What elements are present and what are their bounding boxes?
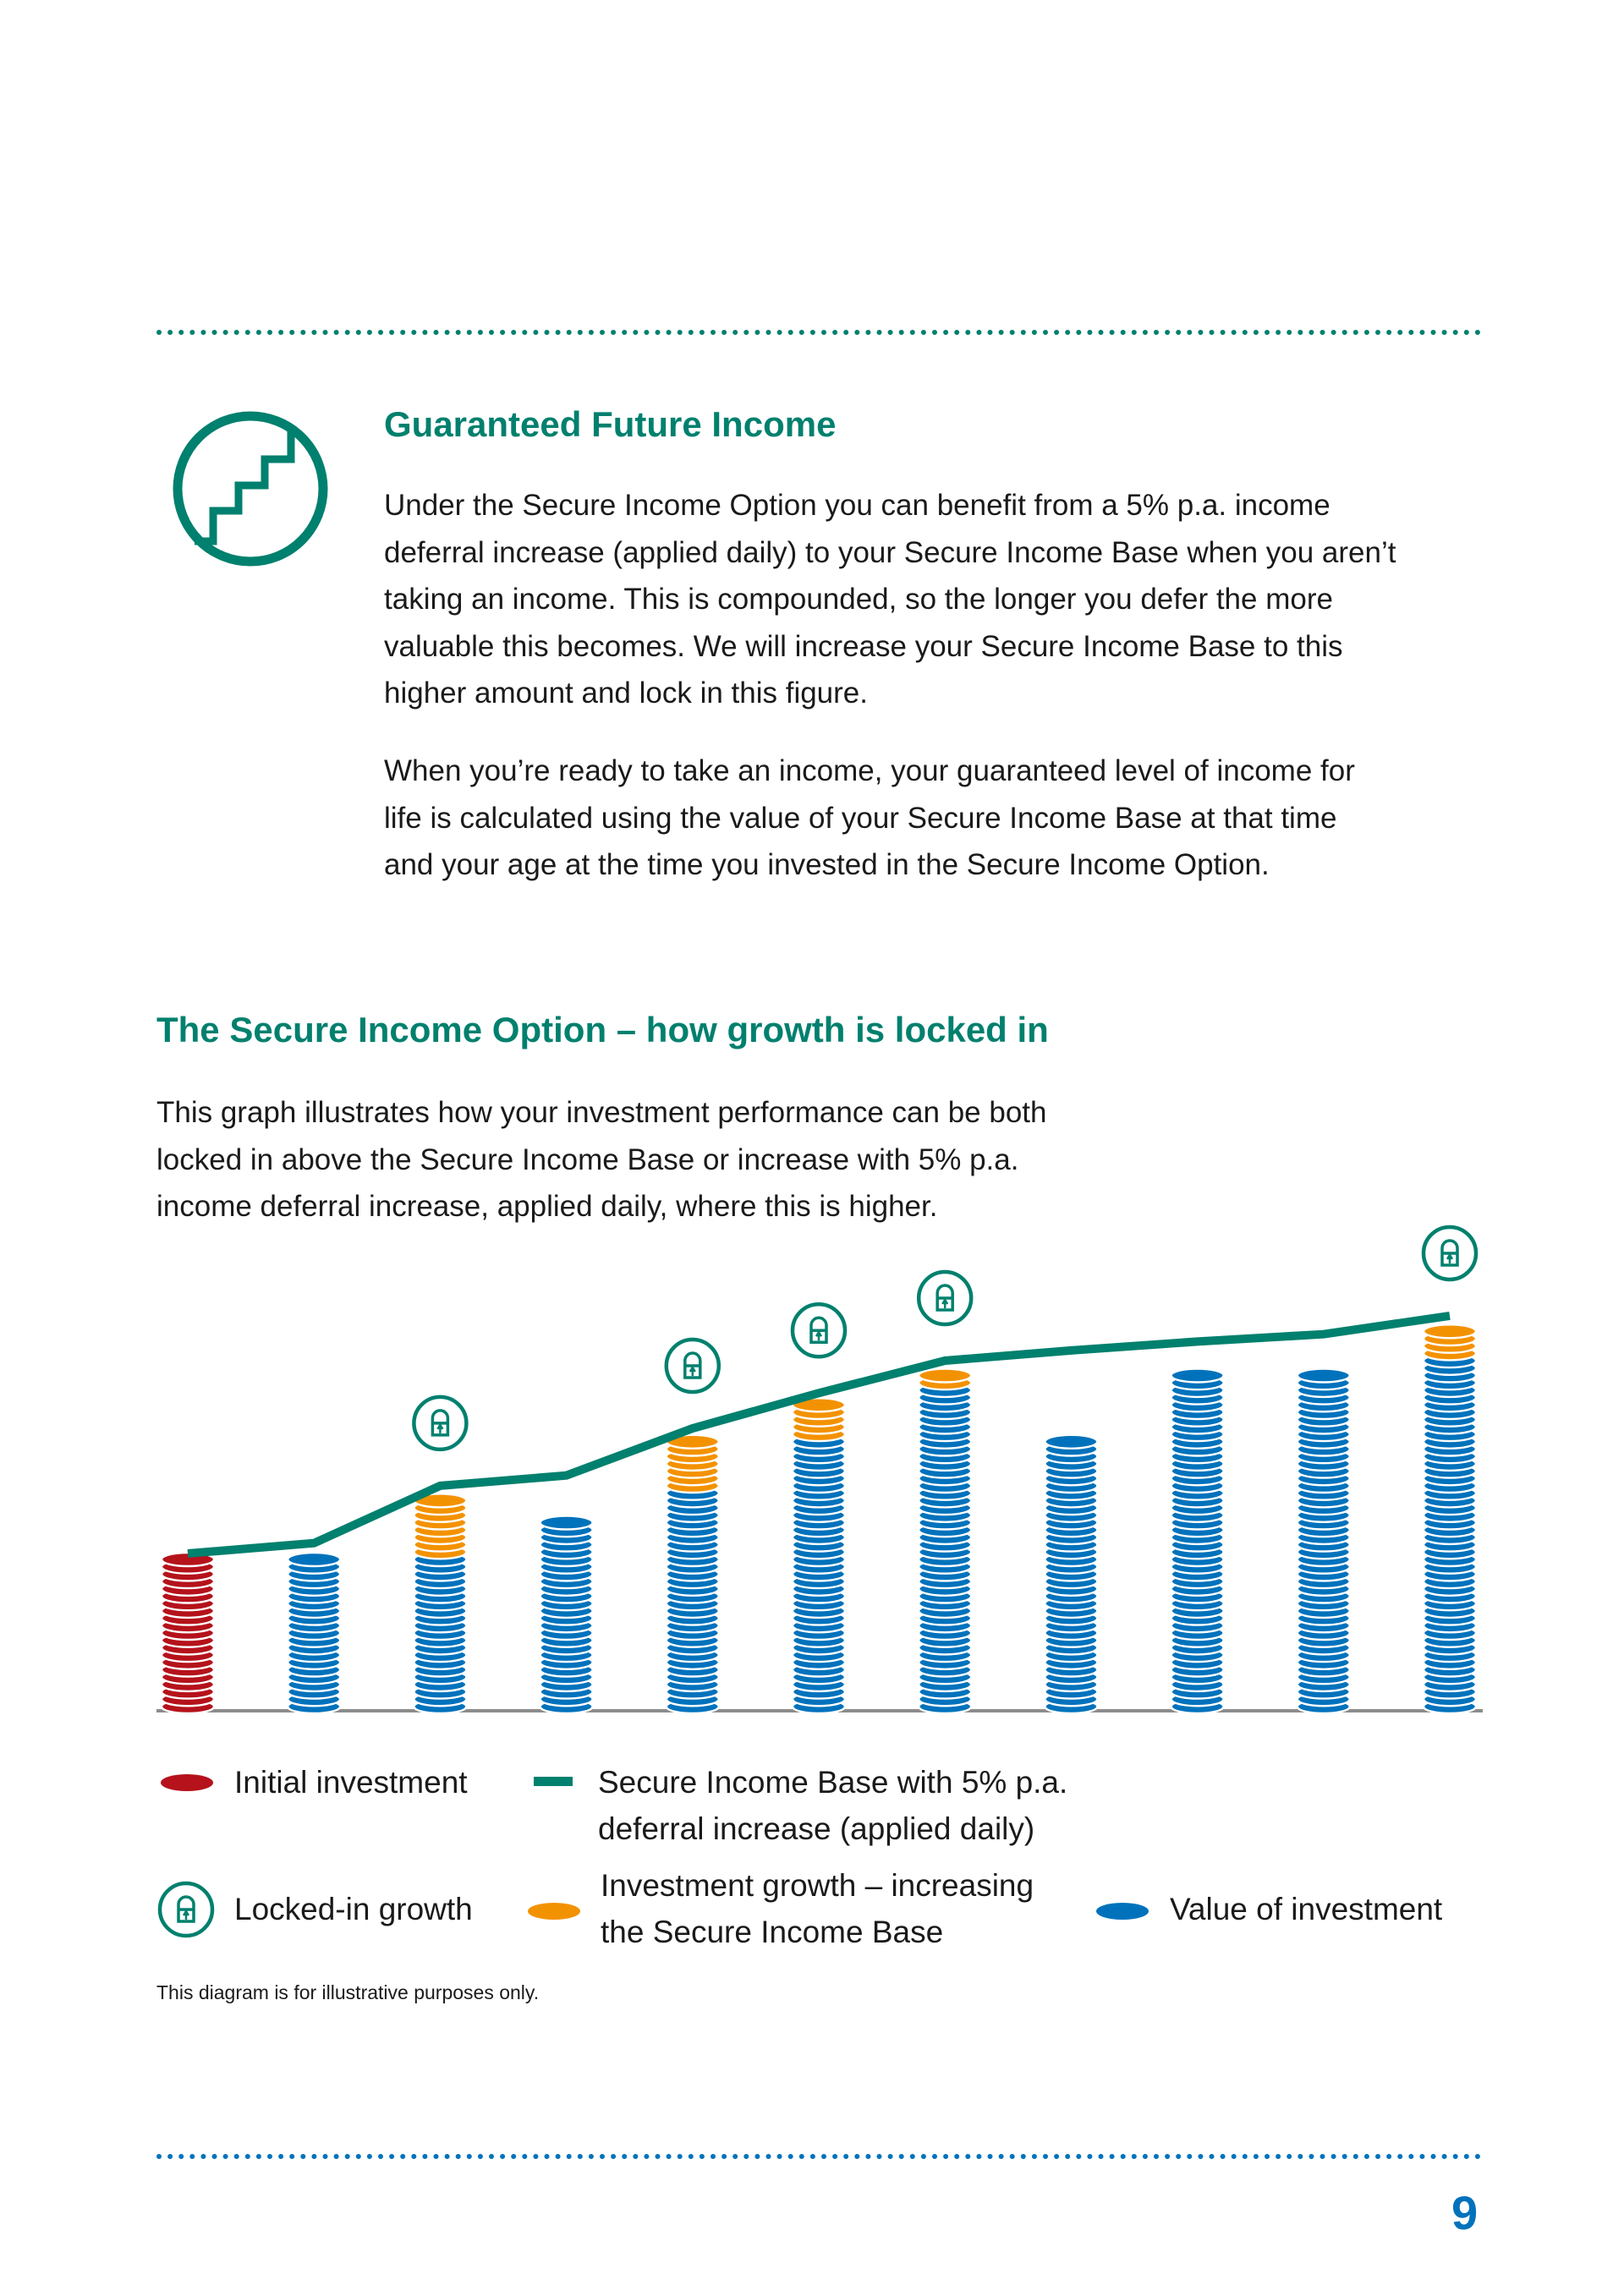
divider-dot: [1210, 330, 1215, 335]
coin-stack: [919, 1369, 971, 1714]
divider-dot: [1386, 330, 1391, 335]
divider-dot: [1265, 330, 1270, 335]
divider-dot: [1143, 330, 1148, 335]
divider-dot: [810, 330, 815, 335]
divider-dot: [1298, 2154, 1303, 2159]
divider-dot: [965, 2154, 970, 2159]
divider-dot: [954, 330, 959, 335]
divider-dot: [522, 2154, 527, 2159]
divider-dot: [754, 2154, 760, 2159]
divider-dot: [1232, 330, 1237, 335]
divider-dot: [467, 330, 472, 335]
divider-dot: [167, 2154, 173, 2159]
divider-dot: [267, 2154, 272, 2159]
divider-dot: [1243, 330, 1248, 335]
divider-dot: [1364, 2154, 1369, 2159]
coin-stack: [1171, 1369, 1224, 1714]
divider-dot: [1342, 330, 1347, 335]
divider-dot: [500, 2154, 505, 2159]
divider-dot: [267, 330, 272, 335]
divider-dot: [456, 330, 461, 335]
divider-dot: [865, 330, 870, 335]
divider-dot: [1121, 2154, 1126, 2159]
divider-dot: [478, 330, 483, 335]
legend-locked: Locked-in growth: [234, 1892, 473, 1926]
text-line: locked in above the Secure Income Base or increase with 5% p.a.: [156, 1143, 1019, 1176]
divider-dot: [965, 330, 970, 335]
divider-dot: [489, 330, 494, 335]
divider-dot: [411, 2154, 416, 2159]
divider-dot: [467, 2154, 472, 2159]
divider-dot: [633, 2154, 638, 2159]
divider-dot: [999, 330, 1004, 335]
divider-dot: [976, 2154, 981, 2159]
coin-stack: [1045, 1435, 1097, 1713]
divider-dot: [256, 330, 261, 335]
growth-coin: [1424, 1324, 1476, 1338]
divider-dot: [545, 330, 550, 335]
divider-dot: [1043, 2154, 1048, 2159]
divider-dot: [189, 2154, 195, 2159]
divider-dot: [611, 2154, 616, 2159]
divider-dot: [178, 330, 184, 335]
divider-dot: [1431, 2154, 1436, 2159]
value-coin: [1298, 1369, 1350, 1383]
text-line: When you’re ready to take an income, your guaranteed level of income for: [384, 754, 1355, 787]
divider-dot: [1165, 2154, 1170, 2159]
coin-stack: [162, 1553, 214, 1713]
divider-dot: [289, 2154, 294, 2159]
divider-dot: [1254, 2154, 1259, 2159]
divider-dot: [1276, 330, 1281, 335]
red-coin-icon: [159, 1773, 215, 1793]
divider-dot: [156, 2154, 162, 2159]
divider-dot: [1221, 2154, 1226, 2159]
divider-dot: [821, 2154, 826, 2159]
divider-dot: [644, 2154, 649, 2159]
divider-dot: [976, 330, 981, 335]
divider-dot: [367, 2154, 372, 2159]
divider-dot: [899, 2154, 904, 2159]
divider-dot: [1353, 330, 1358, 335]
divider-dot: [689, 2154, 694, 2159]
divider-dot: [578, 2154, 583, 2159]
divider-dot: [1121, 330, 1126, 335]
divider-dot: [167, 330, 173, 335]
divider-dot: [1287, 330, 1292, 335]
divider-dot: [223, 2154, 228, 2159]
divider-dot: [567, 2154, 572, 2159]
divider-dot: [334, 2154, 339, 2159]
divider-dot: [278, 330, 283, 335]
text-line: This graph illustrates how your investment performance can be both: [156, 1096, 1047, 1129]
green-line-icon: [534, 1774, 573, 1789]
divider-dot: [865, 2154, 870, 2159]
divider-dot: [1254, 330, 1259, 335]
divider-dot: [943, 2154, 948, 2159]
divider-dot: [245, 2154, 250, 2159]
divider-dot: [1243, 2154, 1248, 2159]
divider-dot: [1375, 2154, 1380, 2159]
page-number: 9: [1451, 2186, 1479, 2239]
coin-stack-chart: [0, 1218, 1624, 1725]
staircase-icon: [169, 408, 332, 570]
divider-dot: [1054, 2154, 1059, 2159]
divider-dot: [678, 330, 683, 335]
legend-growth-1: Investment growth – increasing: [601, 1868, 1034, 1903]
divider-dot: [300, 2154, 305, 2159]
paragraph-2: [384, 748, 1355, 889]
divider-dot: [888, 330, 893, 335]
divider-dot: [622, 330, 627, 335]
lock-icon: [667, 1340, 719, 1392]
section-title: Guaranteed Future Income: [384, 404, 837, 444]
divider-dot: [1475, 2154, 1480, 2159]
divider-dot: [700, 330, 705, 335]
divider-dot: [1442, 330, 1447, 335]
divider-dot: [1076, 2154, 1081, 2159]
divider-dot: [1065, 330, 1070, 335]
growth-coin: [919, 1369, 971, 1383]
divider-dot: [932, 330, 937, 335]
divider-dot: [988, 330, 993, 335]
divider-dot: [877, 330, 882, 335]
divider-dot: [843, 2154, 848, 2159]
divider-dot: [1408, 2154, 1413, 2159]
divider-dot: [600, 330, 605, 335]
divider-dot: [788, 330, 793, 335]
divider-dot: [411, 330, 416, 335]
divider-dot: [234, 2154, 239, 2159]
divider-dot: [1043, 330, 1048, 335]
text-line: taking an income. This is compounded, so the longer you defer the more: [384, 583, 1333, 616]
divider-dot: [1309, 330, 1314, 335]
divider-dot: [1464, 330, 1469, 335]
divider-dot: [777, 330, 782, 335]
divider-dot: [356, 2154, 361, 2159]
coin-stack: [540, 1516, 593, 1714]
divider-dot: [234, 330, 239, 335]
divider-dot: [710, 2154, 716, 2159]
divider-dot: [1143, 2154, 1148, 2159]
coin-stack: [667, 1435, 719, 1713]
divider-dot: [434, 2154, 439, 2159]
divider-dot: [400, 330, 405, 335]
divider-dot: [1464, 2154, 1469, 2159]
bottom-dotted-divider: [156, 2153, 1483, 2160]
divider-dot: [689, 330, 694, 335]
divider-dot: [533, 330, 538, 335]
divider-dot: [600, 2154, 605, 2159]
divider-dot: [545, 2154, 550, 2159]
divider-dot: [223, 330, 228, 335]
coin-stack: [1298, 1369, 1350, 1714]
divider-dot: [1287, 2154, 1292, 2159]
divider-dot: [1442, 2154, 1447, 2159]
divider-dot: [422, 330, 427, 335]
coin-stack: [288, 1553, 340, 1713]
divider-dot: [832, 330, 837, 335]
divider-dot: [522, 330, 527, 335]
divider-dot: [921, 330, 926, 335]
coin-stack: [414, 1493, 466, 1713]
divider-dot: [932, 2154, 937, 2159]
divider-dot: [1475, 330, 1480, 335]
divider-dot: [644, 330, 649, 335]
divider-dot: [1054, 330, 1059, 335]
divider-dot: [1099, 330, 1104, 335]
lock-icon: [919, 1272, 971, 1324]
divider-dot: [378, 2154, 383, 2159]
text-line: income deferral increase, applied daily, where this is higher.: [156, 1190, 938, 1223]
divider-dot: [1032, 330, 1037, 335]
divider-dot: [732, 2154, 738, 2159]
divider-dot: [1221, 330, 1226, 335]
divider-dot: [678, 2154, 683, 2159]
divider-dot: [1309, 2154, 1314, 2159]
divider-dot: [200, 330, 206, 335]
divider-dot: [245, 330, 250, 335]
divider-dot: [400, 2154, 405, 2159]
divider-dot: [910, 2154, 915, 2159]
legend-line-2: deferral increase (applied daily): [598, 1811, 1035, 1846]
top-dotted-divider: [156, 329, 1483, 336]
divider-dot: [611, 330, 616, 335]
divider-dot: [300, 330, 305, 335]
lock-icon: [414, 1397, 466, 1449]
divider-dot: [456, 2154, 461, 2159]
divider-dot: [799, 330, 804, 335]
divider-dot: [1298, 330, 1303, 335]
text-line: valuable this becomes. We will increase your Secure Income Base to this: [384, 629, 1343, 663]
divider-dot: [777, 2154, 782, 2159]
divider-dot: [356, 330, 361, 335]
legend-line-1: Secure Income Base with 5% p.a.: [598, 1765, 1068, 1800]
divider-dot: [743, 330, 749, 335]
divider-dot: [1198, 2154, 1203, 2159]
divider-dot: [854, 2154, 859, 2159]
divider-dot: [943, 330, 948, 335]
divider-dot: [766, 330, 771, 335]
divider-dot: [556, 2154, 561, 2159]
value-coin: [540, 1516, 593, 1530]
divider-dot: [1408, 330, 1413, 335]
divider-dot: [1021, 2154, 1026, 2159]
divider-dot: [1397, 2154, 1402, 2159]
divider-dot: [1032, 2154, 1037, 2159]
divider-dot: [667, 2154, 672, 2159]
lock-icon: [1424, 1227, 1476, 1280]
divider-dot: [910, 330, 915, 335]
text-line: life is calculated using the value of your Secure Income Base at that time: [384, 801, 1337, 835]
divider-dot: [754, 330, 760, 335]
coin-stack: [793, 1398, 845, 1713]
value-coin: [1171, 1369, 1224, 1383]
divider-dot: [1453, 330, 1458, 335]
divider-dot: [766, 2154, 771, 2159]
divider-dot: [289, 330, 294, 335]
divider-dot: [1165, 330, 1170, 335]
divider-dot: [278, 2154, 283, 2159]
divider-dot: [1110, 2154, 1115, 2159]
divider-dot: [311, 330, 316, 335]
divider-dot: [389, 330, 394, 335]
text-line: and your age at the time you invested in the Secure Income Option.: [384, 848, 1270, 881]
divider-dot: [434, 330, 439, 335]
divider-dot: [1331, 2154, 1336, 2159]
divider-dot: [1364, 330, 1369, 335]
divider-dot: [700, 2154, 705, 2159]
divider-dot: [843, 330, 848, 335]
divider-dot: [1010, 2154, 1015, 2159]
divider-dot: [622, 2154, 627, 2159]
divider-dot: [578, 330, 583, 335]
divider-dot: [1375, 330, 1380, 335]
divider-dot: [1076, 330, 1081, 335]
divider-dot: [633, 330, 638, 335]
text-line: deferral increase (applied daily) to your Secure Income Base when you aren’t: [384, 535, 1396, 569]
divider-dot: [1353, 2154, 1358, 2159]
paragraph-1: [384, 482, 1396, 717]
divider-dot: [367, 330, 372, 335]
divider-dot: [854, 330, 859, 335]
divider-dot: [899, 330, 904, 335]
divider-dot: [189, 330, 195, 335]
divider-dot: [788, 2154, 793, 2159]
divider-dot: [877, 2154, 882, 2159]
text-line: higher amount and lock in this figure.: [384, 677, 868, 710]
divider-dot: [1132, 330, 1137, 335]
divider-dot: [212, 330, 217, 335]
divider-dot: [1187, 2154, 1192, 2159]
divider-dot: [1198, 330, 1203, 335]
divider-dot: [1087, 2154, 1092, 2159]
divider-dot: [345, 330, 350, 335]
divider-dot: [1010, 330, 1015, 335]
divider-dot: [1320, 330, 1325, 335]
legend-value: Value of investment: [1170, 1892, 1443, 1926]
orange-coin-icon: [526, 1901, 582, 1921]
divider-dot: [821, 330, 826, 335]
lock-icon: [793, 1304, 845, 1356]
value-coin: [1045, 1435, 1097, 1449]
divider-dot: [799, 2154, 804, 2159]
divider-dot: [1276, 2154, 1281, 2159]
divider-dot: [445, 330, 450, 335]
divider-dot: [1453, 2154, 1458, 2159]
chart-title: The Secure Income Option – how growth is locked in: [156, 1010, 1049, 1049]
divider-dot: [1176, 2154, 1181, 2159]
divider-dot: [1110, 330, 1115, 335]
divider-dot: [1342, 2154, 1347, 2159]
divider-dot: [156, 330, 162, 335]
divider-dot: [1431, 330, 1436, 335]
divider-dot: [1154, 330, 1159, 335]
divider-dot: [1419, 2154, 1424, 2159]
divider-dot: [710, 330, 716, 335]
divider-dot: [589, 330, 594, 335]
divider-dot: [533, 2154, 538, 2159]
divider-dot: [212, 2154, 217, 2159]
divider-dot: [1021, 330, 1026, 335]
divider-dot: [656, 330, 661, 335]
divider-dot: [1132, 2154, 1137, 2159]
divider-dot: [589, 2154, 594, 2159]
divider-dot: [832, 2154, 837, 2159]
divider-dot: [500, 330, 505, 335]
text-line: Under the Secure Income Option you can benefit from a 5% p.a. income: [384, 489, 1330, 522]
divider-dot: [1331, 330, 1336, 335]
divider-dot: [334, 330, 339, 335]
divider-dot: [1419, 330, 1424, 335]
divider-dot: [445, 2154, 450, 2159]
coin-stack: [1424, 1324, 1476, 1713]
divider-dot: [1210, 2154, 1215, 2159]
divider-dot: [323, 330, 328, 335]
divider-dot: [1099, 2154, 1104, 2159]
footnote: This diagram is for illustrative purposes only.: [156, 1981, 540, 2003]
divider-dot: [732, 330, 738, 335]
divider-dot: [200, 2154, 206, 2159]
chart-intro: [156, 1089, 1046, 1230]
lock-icon: [156, 1879, 217, 1940]
divider-dot: [1397, 330, 1402, 335]
divider-dot: [656, 2154, 661, 2159]
divider-dot: [567, 330, 572, 335]
divider-dot: [556, 330, 561, 335]
divider-dot: [511, 330, 516, 335]
blue-coin-icon: [1095, 1901, 1150, 1921]
divider-dot: [1386, 2154, 1391, 2159]
divider-dot: [1320, 2154, 1325, 2159]
divider-dot: [478, 2154, 483, 2159]
divider-dot: [988, 2154, 993, 2159]
divider-dot: [954, 2154, 959, 2159]
divider-dot: [422, 2154, 427, 2159]
divider-dot: [489, 2154, 494, 2159]
divider-dot: [389, 2154, 394, 2159]
legend-initial: Initial investment: [234, 1765, 468, 1800]
value-coin: [288, 1553, 340, 1566]
divider-dot: [345, 2154, 350, 2159]
divider-dot: [999, 2154, 1004, 2159]
divider-dot: [323, 2154, 328, 2159]
divider-dot: [921, 2154, 926, 2159]
divider-dot: [378, 330, 383, 335]
divider-dot: [1265, 2154, 1270, 2159]
divider-dot: [667, 330, 672, 335]
divider-dot: [721, 330, 727, 335]
divider-dot: [1176, 330, 1181, 335]
divider-dot: [743, 2154, 749, 2159]
divider-dot: [1154, 2154, 1159, 2159]
divider-dot: [511, 2154, 516, 2159]
divider-dot: [311, 2154, 316, 2159]
divider-dot: [256, 2154, 261, 2159]
divider-dot: [178, 2154, 184, 2159]
divider-dot: [721, 2154, 727, 2159]
divider-dot: [1065, 2154, 1070, 2159]
divider-dot: [1087, 330, 1092, 335]
divider-dot: [1187, 330, 1192, 335]
divider-dot: [810, 2154, 815, 2159]
divider-dot: [1232, 2154, 1237, 2159]
divider-dot: [888, 2154, 893, 2159]
legend-growth-2: the Secure Income Base: [601, 1915, 944, 1949]
